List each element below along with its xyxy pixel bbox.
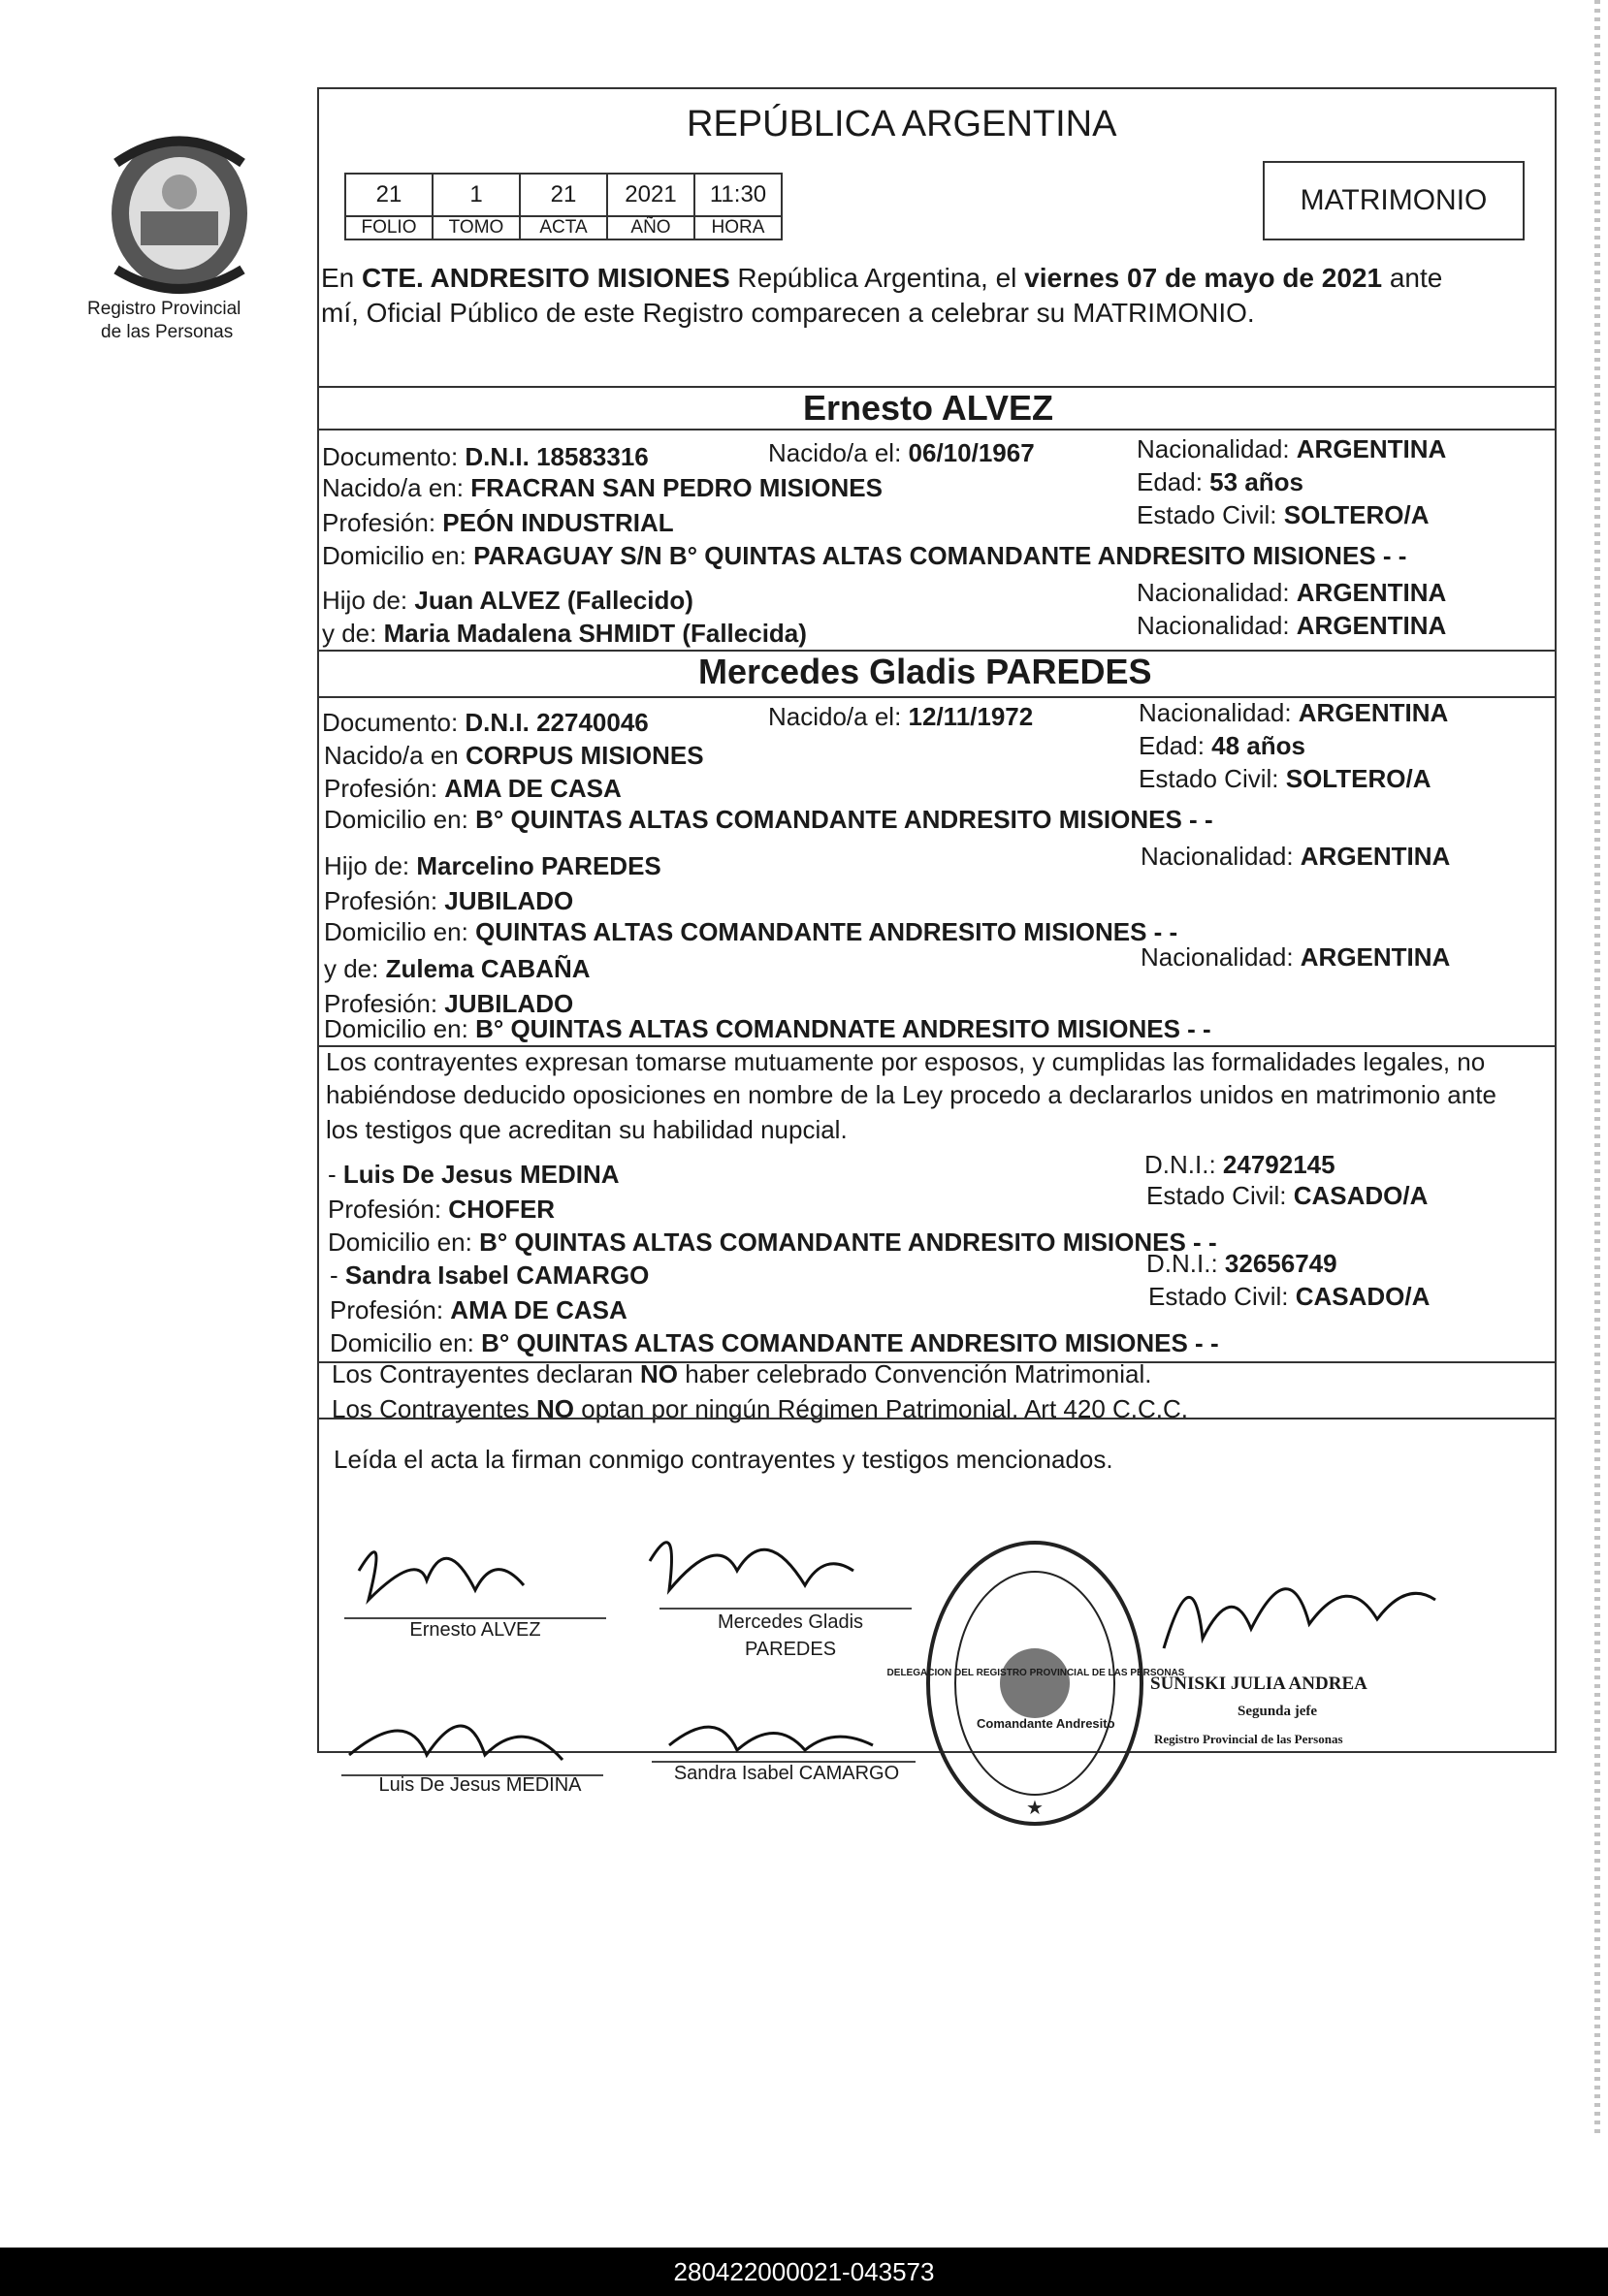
declaration-line-2: habiéndose deducido oposiciones en nombre de la Ley procedo a declararlos unidos en matrimonio ante <box>326 1080 1496 1109</box>
document-type-box: MATRIMONIO <box>1263 161 1525 240</box>
spouse2-nationality: Nacionalidad: ARGENTINA <box>1139 698 1449 727</box>
witness2-address: Domicilio en: B° QUINTAS ALTAS COMANDANTE ANDRESITO MISIONES - - <box>330 1328 1219 1357</box>
signature-caption-spouse2-line2: PAREDES <box>744 1639 837 1660</box>
spouse1-birthdate: Nacido/a el: 06/10/1967 <box>768 438 1035 467</box>
spouse1-nationality: Nacionalidad: ARGENTINA <box>1137 434 1447 463</box>
registry-table <box>344 173 783 240</box>
witness2-profession: Profesión: AMA DE CASA <box>330 1295 627 1324</box>
divider <box>317 429 1555 430</box>
declaration-line-1: Los contrayentes expresan tomarse mutuamente por esposos, y cumplidas las formalidades legales, no <box>326 1047 1486 1076</box>
spouse1-birthplace: Nacido/a en: FRACRAN SAN PEDRO MISIONES <box>322 473 883 502</box>
official-signature-icon <box>1144 1532 1455 1668</box>
witness1-address: Domicilio en: B° QUINTAS ALTAS COMANDANTE ANDRESITO MISIONES - - <box>328 1228 1217 1257</box>
hora-value: 11:30 <box>694 174 782 216</box>
official-stamp <box>923 1538 1146 1829</box>
witness1-civil-status: Estado Civil: CASADO/A <box>1146 1181 1429 1210</box>
spouse1-address: Domicilio en: PARAGUAY S/N B° QUINTAS ALTAS COMANDANTE ANDRESITO MISIONES - - <box>322 541 1407 570</box>
regime-line-1: Los Contrayentes declaran NO haber celebrado Convención Matrimonial. <box>332 1359 1152 1388</box>
stamp-ring-text: DELEGACION DEL REGISTRO PROVINCIAL DE LAS PERSONAS <box>886 1668 1185 1678</box>
spouse1-father-nationality: Nacionalidad: ARGENTINA <box>1137 578 1447 607</box>
tomo-label: TOMO <box>433 216 520 239</box>
spouse1-mother: y de: Maria Madalena SHMIDT (Fallecida) <box>322 619 807 648</box>
logo-caption-2: de las Personas <box>101 322 234 342</box>
spouse1-age: Edad: 53 años <box>1137 467 1303 496</box>
page-title: REPÚBLICA ARGENTINA <box>687 104 1117 144</box>
tomo-value: 1 <box>433 174 520 216</box>
spouse2-civil-status: Estado Civil: SOLTERO/A <box>1139 764 1431 793</box>
spouse2-mother-nationality: Nacionalidad: ARGENTINA <box>1141 942 1451 972</box>
witness2-dni: D.N.I.: 32656749 <box>1146 1249 1337 1278</box>
witness2-civil-status: Estado Civil: CASADO/A <box>1148 1282 1431 1311</box>
signature-caption-spouse1: Ernesto ALVEZ <box>409 1619 541 1641</box>
spouse2-address: Domicilio en: B° QUINTAS ALTAS COMANDANTE ANDRESITO MISIONES - - <box>324 805 1213 834</box>
divider <box>317 1418 1555 1419</box>
folio-label: FOLIO <box>345 216 433 239</box>
spouse1-profession: Profesión: PEÓN INDUSTRIAL <box>322 508 674 537</box>
witness1-profession: Profesión: CHOFER <box>328 1195 556 1224</box>
spouse2-birthplace: Nacido/a en CORPUS MISIONES <box>324 741 704 770</box>
closing-statement: Leída el acta la firman conmigo contrayentes y testigos mencionados. <box>334 1445 1113 1474</box>
signature-caption-witness2: Sandra Isabel CAMARGO <box>673 1763 900 1784</box>
official-role: Segunda jefe <box>1238 1704 1318 1719</box>
acta-value: 21 <box>520 174 607 216</box>
spouse1-mother-nationality: Nacionalidad: ARGENTINA <box>1137 611 1447 640</box>
spouse2-mother-profession: Profesión: JUBILADO <box>324 989 574 1018</box>
anio-label: AÑO <box>607 216 694 239</box>
stamp-icon <box>923 1538 1146 1829</box>
witness1-dni: D.N.I.: 24792145 <box>1144 1150 1335 1179</box>
spouse2-birthdate: Nacido/a el: 12/11/1972 <box>768 702 1034 731</box>
spouse2-father: Hijo de: Marcelino PAREDES <box>324 851 661 880</box>
hora-label: HORA <box>694 216 782 239</box>
logo-caption-1: Registro Provincial <box>87 299 241 319</box>
stamp-inner-text: Comandante Andresito <box>977 1716 1115 1731</box>
declaration-line-3: los testigos que acreditan su habilidad nupcial. <box>326 1115 848 1144</box>
official-name: SUNISKI JULIA ANDREA <box>1150 1674 1367 1694</box>
spouse2-father-address: Domicilio en: QUINTAS ALTAS COMANDANTE ANDRESITO MISIONES - - <box>324 917 1178 946</box>
witness1-name: - Luis De Jesus MEDINA <box>328 1160 620 1189</box>
spouse2-profession: Profesión: AMA DE CASA <box>324 774 622 803</box>
signature-caption-spouse2-line1: Mercedes Gladis <box>717 1611 864 1633</box>
spouse2-age: Edad: 48 años <box>1139 731 1305 760</box>
svg-text:★: ★ <box>1026 1798 1044 1819</box>
spouse2-mother: y de: Zulema CABAÑA <box>324 954 591 983</box>
spouse2-father-profession: Profesión: JUBILADO <box>324 886 574 915</box>
signature-caption-witness1: Luis De Jesus MEDINA <box>378 1774 582 1796</box>
spouse1-name: Ernesto ALVEZ <box>803 388 1054 428</box>
spouse1-father: Hijo de: Juan ALVEZ (Fallecido) <box>322 586 693 615</box>
acta-label: ACTA <box>520 216 607 239</box>
official-organization: Registro Provincial de las Personas <box>1154 1732 1343 1746</box>
spouse1-document: Documento: D.N.I. 18583316 <box>322 442 649 471</box>
intro-line-2: mí, Oficial Público de este Registro comparecen a celebrar su MATRIMONIO. <box>321 298 1255 328</box>
spouse2-name: Mercedes Gladis PAREDES <box>698 652 1152 691</box>
scan-edge <box>1594 0 1600 2133</box>
spouse2-mother-address: Domicilio en: B° QUINTAS ALTAS COMANDNATE ANDRESITO MISIONES - - <box>324 1014 1211 1043</box>
province-logo <box>97 124 262 299</box>
spouse2-document: Documento: D.N.I. 22740046 <box>322 708 649 737</box>
intro-line-1: En CTE. ANDRESITO MISIONES República Argentina, el viernes 07 de mayo de 2021 ante <box>321 263 1443 293</box>
witness2-name: - Sandra Isabel CAMARGO <box>330 1260 650 1290</box>
regime-line-2: Los Contrayentes NO optan por ningún Régimen Patrimonial. Art 420 C.C.C. <box>332 1394 1189 1423</box>
spouse1-civil-status: Estado Civil: SOLTERO/A <box>1137 500 1430 529</box>
anio-value: 2021 <box>607 174 694 216</box>
spouse2-father-nationality: Nacionalidad: ARGENTINA <box>1141 842 1451 871</box>
folio-value: 21 <box>345 174 433 216</box>
document-id-footer: 280422000021-043573 <box>0 2248 1608 2296</box>
province-shield-icon <box>97 124 262 299</box>
